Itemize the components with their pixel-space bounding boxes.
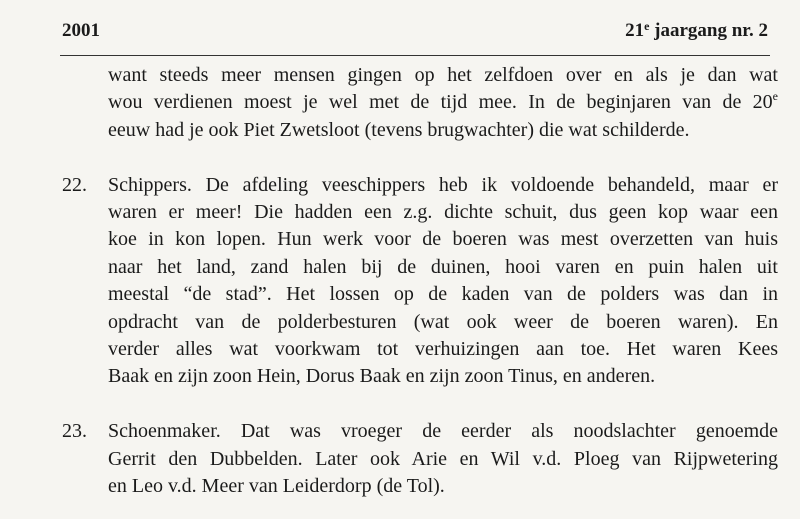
item-line: Gerrit den Dubbelden. Later ook Arie en Wil v.d. Ploeg van Rijpwetering [108,447,778,470]
item-text [108,418,778,500]
item-line: koe in kon lopen. Hun werk voor de boeren was mest overzetten van huis [108,228,778,251]
item-line: en Leo v.d. Meer van Leiderdorp (de Tol). [108,474,445,497]
header-year: 2001 [62,20,100,41]
document-body [62,62,778,500]
item-line: Schippers. De afdeling veeschippers heb ik voldoende behandeld, maar er [108,173,778,196]
header-volume-number: 21 [625,20,645,41]
item-number: 23. [62,420,87,443]
page-header [62,20,768,46]
header-divider [60,55,770,56]
item-line: Schoenmaker. Dat was vroeger de eerder als noodslachter genoemde [108,420,778,443]
item-number: 22. [62,173,87,196]
header-volume-label: jaargang nr. 2 [649,20,768,41]
list-item-23 [62,418,778,500]
item-text [108,172,778,391]
item-line: waren er meer! Die hadden een z.g. dichte schuit, dus geen kop waar een [108,200,778,223]
continuation-line [108,89,778,116]
item-line: verder alles wat voorkwam tot verhuizingen aan toe. Het waren Kees [108,337,778,360]
list-item-22 [62,172,778,391]
continuation-line-text: wou verdienen moest je wel met de tijd mee. In de beginjaren van de 20 [108,91,773,114]
item-line: naar het land, zand halen bij de duinen, hooi varen en puin halen uit [108,255,778,278]
item-line: meestal “de stad”. Het lossen op de kaden van de polders was dan in [108,283,778,306]
header-volume [625,20,768,42]
header-volume-ordinal: e [644,19,650,33]
item-line: Baak en zijn zoon Hein, Dorus Baak en zijn zoon Tinus, en anderen. [108,365,656,388]
continuation-paragraph [62,62,778,144]
item-line: opdracht van de polderbesturen (wat ook weer de boeren waren). En [108,310,778,333]
continuation-line: want steeds meer mensen gingen op het zelfdoen over en als je dan wat [108,64,778,86]
continuation-line: eeuw had je ook Piet Zwetsloot (tevens brugwachter) die wat schilderde. [108,118,690,141]
century-ordinal: e [772,89,778,104]
